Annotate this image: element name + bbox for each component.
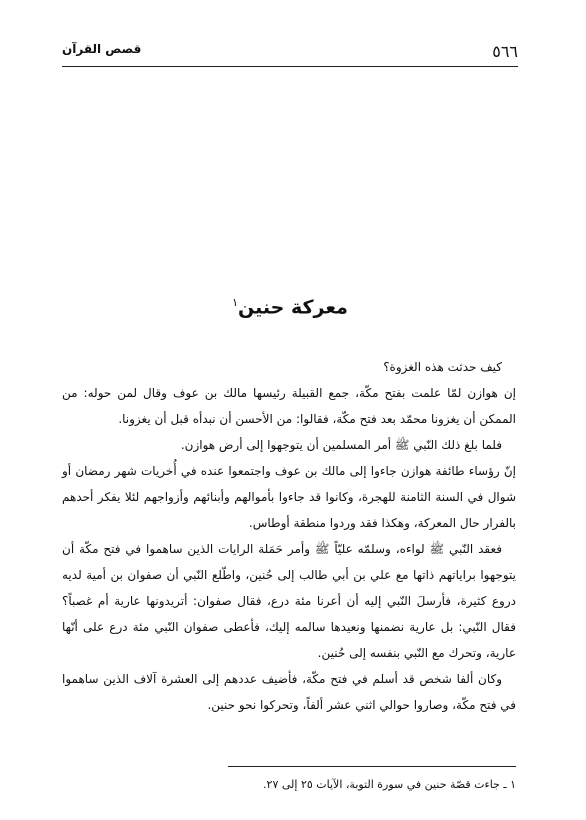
paragraph: إن هوازن لمّا علمت بفتح مكّة، جمع القبيلة رئيسها مالك بن عوف وقال لمن حوله: من الممكن أن يغزونا محمّد بعد فتح مكّة، فقالوا: من الأحسن أن نبدأه قبل أن يغزونا. [62,386,516,426]
footnote: ١ ـ جاءت قصّة حنين في سورة التوبة، الآيات ٢٥ إلى ٢٧. [263,778,516,791]
paragraph-question: كيف حدثت هذه الغزوة؟ [383,360,502,374]
paragraph: فعقد النّبي ﷺ لواءه، وسلمّه عليّاً ﷺ وأمر حَمَلة الرايات الذين ساهموا في فتح مكّة أن يتوجهوا براياتهم ذاتها مع علي بن أبي طالب إلى حُنين، واطّلع النّبي أن صفوان بن أمية لديه دروع كثيرة، فأرسلَ النّبي إليه أن أعرنا مئة درع، فقال صفوان: أتريدونها عارية أم غصباً؟ فقال النّبي: بل عارية نضمنها ونعيدها سالمه إليك، فأعطى صفوان النّبي مئة درع على أنّها عارية، وتحرك مع النّبي بنفسه إلى حُنين. [62,542,516,660]
body-text [62,354,516,718]
footnote-divider [228,766,516,767]
page-number: ٥٦٦ [492,42,518,61]
chapter-title [62,296,518,318]
paragraph: وكان ألفا شخص قد أسلم في فتح مكّة، فأضيف عددهم إلى العشرة آلاف الذين ساهموا في فتح مكّة، وصاروا حوالي اثني عشر ألفاً، وتحركوا نحو حنين. [62,672,516,712]
chapter-title-text: معركة حنين [238,296,348,319]
paragraph: إنّ رؤساء طائفة هوازن جاءوا إلى مالك بن عوف واجتمعوا عنده في أُخريات شهر رمضان أو شوال في السنة الثامنة للهجرة، وكانوا قد جاءوا بأموالهم وأبنائهم وأزواجهم لئلا يفكر أحدهم بالفرار حال المعركة، وهكذا فقد وردوا منطقة أوطاس. [62,464,516,530]
footnote-reference: ١ [232,296,239,309]
header-divider [62,66,518,67]
paragraph: فلما بلغ ذلك النّبي ﷺ أمر المسلمين أن يتوجهوا إلى أرض هوازن. [180,438,502,452]
running-header [62,42,518,64]
book-title: قصص القرآن [62,42,142,56]
